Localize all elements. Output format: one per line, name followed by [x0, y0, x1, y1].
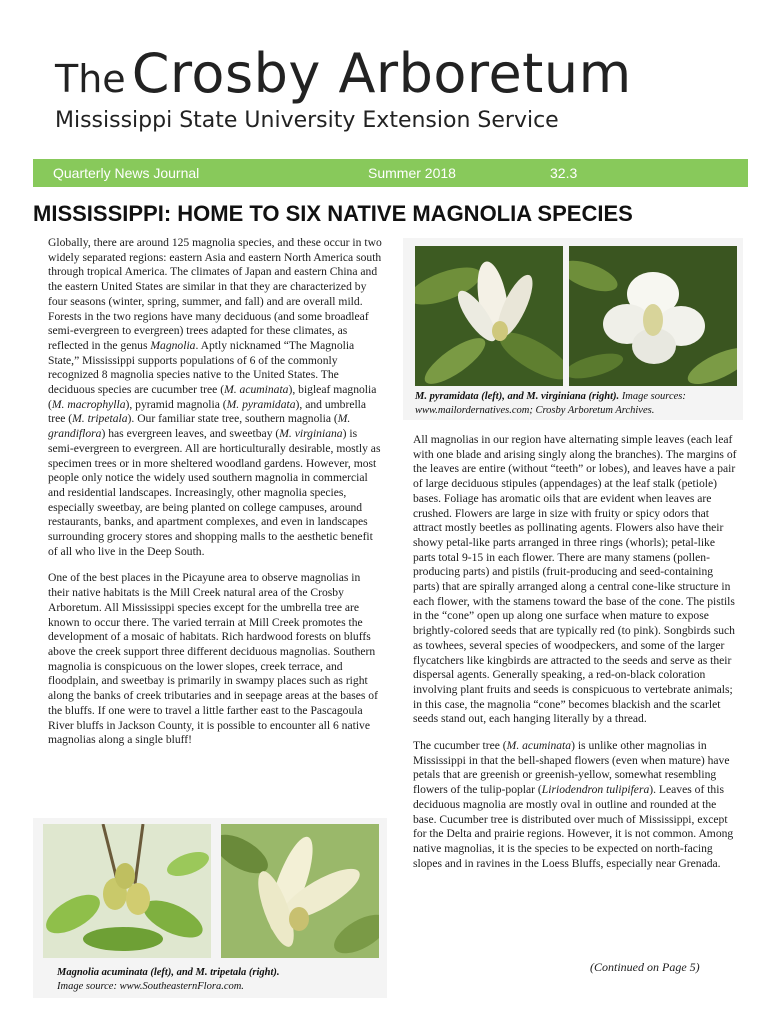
top-photo-panel — [403, 238, 743, 420]
sweetbay-magnolia-photo — [569, 246, 737, 386]
bottom-photo-panel — [33, 818, 387, 998]
umbrella-tree-photo — [221, 824, 379, 958]
issue-number: 32.3 — [550, 165, 578, 181]
left-column — [48, 236, 382, 760]
bottom-caption-source: Image source: www.SoutheasternFlora.com. — [57, 980, 244, 992]
cucumber-tree-photo — [43, 824, 211, 958]
masthead-subtitle: Mississippi State University Extension Service — [55, 108, 559, 133]
left-paragraph-2: One of the best places in the Picayune area to observe magnolias in their native habitats is the Mill Creek natural area of the Crosby Arboretum. All Mississippi species except for the umbrella tree are known to occur there. The varied terrain at Mill Creek promotes the development of a mosaic of habitats. Rich hardwood forests on bluffs above the creek support three different deciduous magnolias. Southern magnolia is conspicuous on the lower slopes, creek terrace, and floodplain, and sweetbay is primarily in swampy places such as right along the banks of creek tributaries and in seepage areas at the bases of the bluffs. If one were to travel a little farther east to the Pascagoula River bluffs in Jackson County, it is possible to encounter all 6 native magnolias along a single bluff! — [48, 571, 378, 747]
article-headline: MISSISSIPPI: HOME TO SIX NATIVE MAGNOLIA SPECIES — [33, 201, 633, 226]
top-photo-caption — [415, 390, 735, 417]
continued-note: (Continued on Page 5) — [590, 960, 700, 974]
top-caption-bold: M. pyramidata (left), and M. virginiana (right). — [415, 391, 620, 402]
top-caption-source: Image sources: www.mailordernatives.com; Crosby Arboretum Archives. — [415, 391, 686, 416]
right-paragraph-1: All magnolias in our region have alternating simple leaves (each leaf with one blade and arising singly along the branches). The margins of the leaves are entire (without “teeth” or lobes), and leaves have a pair of large deciduous stipules (appendages) at the leaf stalk (petiole) bases. Foliage has aromatic oils that are evident when leaves are crushed. Flowers are large in size with fruity or spicy odors that attract mostly beetles as pollinating agents. Flowers also have their showy petal-like parts arranged in three rings (whorls); petal-like parts total 9-15 in each flower. There are many stamens (pollen-producing parts) and pistils (fruit-producing and seed-containing parts) that are spirally arranged along a central cone-like structure in each flower, with the stamens toward the base of the cone. The pistils in the “cone” open up along one surface when mature to expose brightly-colored seeds that are typically red (to pink). Songbirds such as towhees, several species of woodpeckers, and some of the larger flycatchers like kingbirds are attracted to the seeds and serve as their dispersal agents. Generally speaking, a red-on-black coloration involving plant fruits and seeds is conspicuous to vertebrate animals; in this case, the magnolia “cone” becomes blackish and the scarlet seeds stand out, each hanging literally by a thread. — [413, 433, 737, 726]
right-column — [413, 433, 737, 883]
masthead — [55, 42, 632, 105]
info-bar — [33, 159, 748, 187]
bottom-caption-bold: Magnolia acuminata (left), and M. tripetala (right). — [57, 967, 280, 978]
journal-label: Quarterly News Journal — [53, 165, 200, 181]
left-paragraph-1: Globally, there are around 125 magnolia species, and these occur in two widely separated regions: eastern Asia and eastern North America south through tropical America. The climates of Japan and eastern China and the eastern United States are similar in that they are characterized by four seasons (winter, spring, summer, and fall) and are overall mild. Forests in the two regions have many deciduous (and some broadleaf semi-evergreen to evergreen) trees adapted for these climates, as reflected in the genus Magnolia. Aptly nicknamed “The Magnolia State,” Mississippi supports populations of 6 of the commonly recognized 8 magnolia species native to the United States. The deciduous species are cucumber tree (M. acuminata), bigleaf magnolia (M. macrophylla), pyramid magnolia (M. pyramidata), and umbrella tree (M. tripetala). Our familiar state tree, southern magnolia (M. grandiflora) has evergreen leaves, and sweetbay (M. virginiana) is semi-evergreen to evergreen. All are horticulturally desirable, mostly as specimen trees or in more sheltered woodland gardens. However, most people only notice the widely used southern magnolia in commercial and residential landscapes. Increasingly, other magnolia species, especially sweetbay, are being planted on college campuses, around restaurants, banks, and apartment complexes, and even in landscapes surrounding grocery stores and shopping malls to the aesthetic benefit of all who live in the Deep South. — [48, 236, 382, 558]
masthead-the: The — [55, 57, 126, 101]
pyramid-magnolia-photo — [415, 246, 563, 386]
masthead-title: Crosby Arboretum — [131, 42, 632, 105]
bottom-photo-caption — [57, 966, 377, 993]
right-paragraph-2: The cucumber tree (M. acuminata) is unlike other magnolias in Mississippi in that the bell-shaped flowers (even when mature) have petals that are greenish or greenish-yellow, somewhat resembling flowers of the tulip-poplar (Liriodendron tulipifera). Leaves of this deciduous magnolia are mostly oval in outline and rounded at the base. Cucumber tree is distributed over much of Mississippi, except for the Delta and prairie regions. However, it is not common. Among native magnolias, it is the species to be expected on north-facing slopes and in ravines in the Loess Bluffs, especially near Grenada. — [413, 739, 734, 870]
season-label: Summer 2018 — [368, 165, 456, 181]
